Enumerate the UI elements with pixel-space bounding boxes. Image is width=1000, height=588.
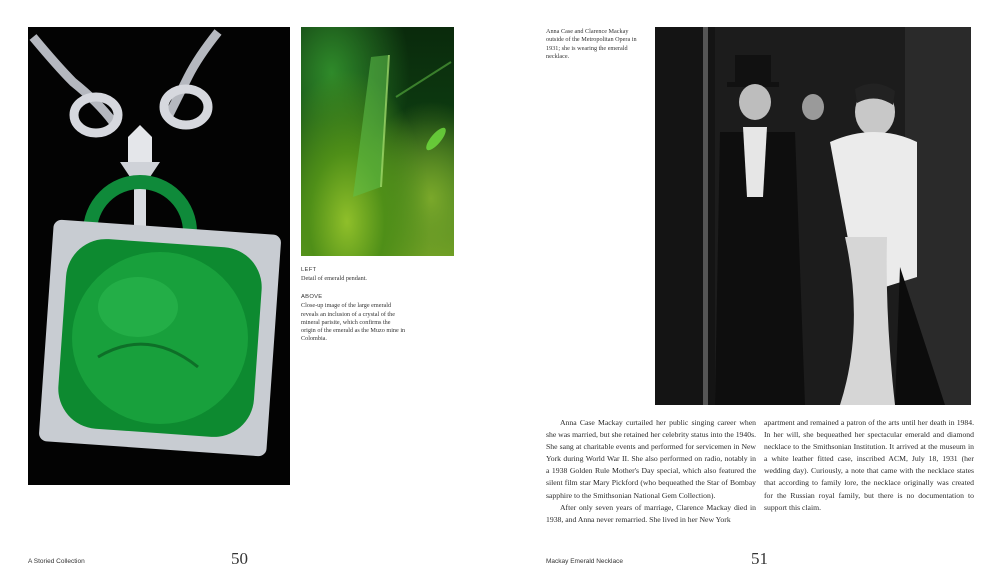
body-column-1 bbox=[546, 417, 756, 526]
caption-left bbox=[301, 266, 461, 284]
emerald-pendant-photo bbox=[28, 27, 290, 485]
caption-text: Close-up image of the large emerald reveals an inclusion of a crystal of the mineral parisite, which confirms the origin of the emerald as the Muzo mine in Colombia. bbox=[301, 302, 406, 343]
inclusion-crystal-icon bbox=[301, 27, 454, 256]
caption-text: Detail of emerald pendant. bbox=[301, 275, 367, 283]
running-title-left: A Storied Collection bbox=[28, 558, 85, 565]
body-paragraph: Anna Case Mackay curtailed her public singing career when she was married, but she retained her celebrity status into the 1940s. She sang at charitable events and performed for servicemen in New York during World War II. She also performed on radio, notably in a 1938 Golden Rule Mother's Day special, which also featured the silent film star Mary Pickford (who bequeathed the Star of Bombay sapphire to the Smithsonian National Gem Collection). bbox=[546, 418, 756, 500]
emerald-inclusion-photo bbox=[301, 27, 454, 256]
caption-above bbox=[301, 293, 406, 344]
caption-heading: ABOVE bbox=[301, 294, 323, 300]
pendant-illustration-icon bbox=[28, 27, 290, 485]
couple-photo-illustration-icon bbox=[655, 27, 971, 405]
body-paragraph: apartment and remained a patron of the arts until her death in 1984. In her will, she bequeathed her spectacular emerald and diamond necklace to the Smithsonian Institution. It arrived at the museum in a white leather fitted case, inscribed ACM, July 18, 1931 (her wedding day). Curiously, a note that came with the necklace states that according to family lore, the necklace originally was created for the Russian royal family, but there is no documentation to support this claim. bbox=[764, 418, 974, 512]
page-number-left: 50 bbox=[231, 549, 248, 568]
running-title-right: Mackay Emerald Necklace bbox=[546, 558, 623, 565]
caption-heading: LEFT bbox=[301, 267, 317, 273]
photo-caption: Anna Case and Clarence Mackay outside of the Metropolitan Opera in 1931; she is wearing the emerald necklace. bbox=[546, 28, 637, 60]
page-number-right: 51 bbox=[751, 549, 768, 568]
body-column-2 bbox=[764, 417, 974, 514]
body-paragraph: After only seven years of marriage, Clarence Mackay died in 1938, and Anna never remarried. She lived in her New York bbox=[546, 502, 756, 524]
mackay-opera-photo bbox=[655, 27, 971, 405]
